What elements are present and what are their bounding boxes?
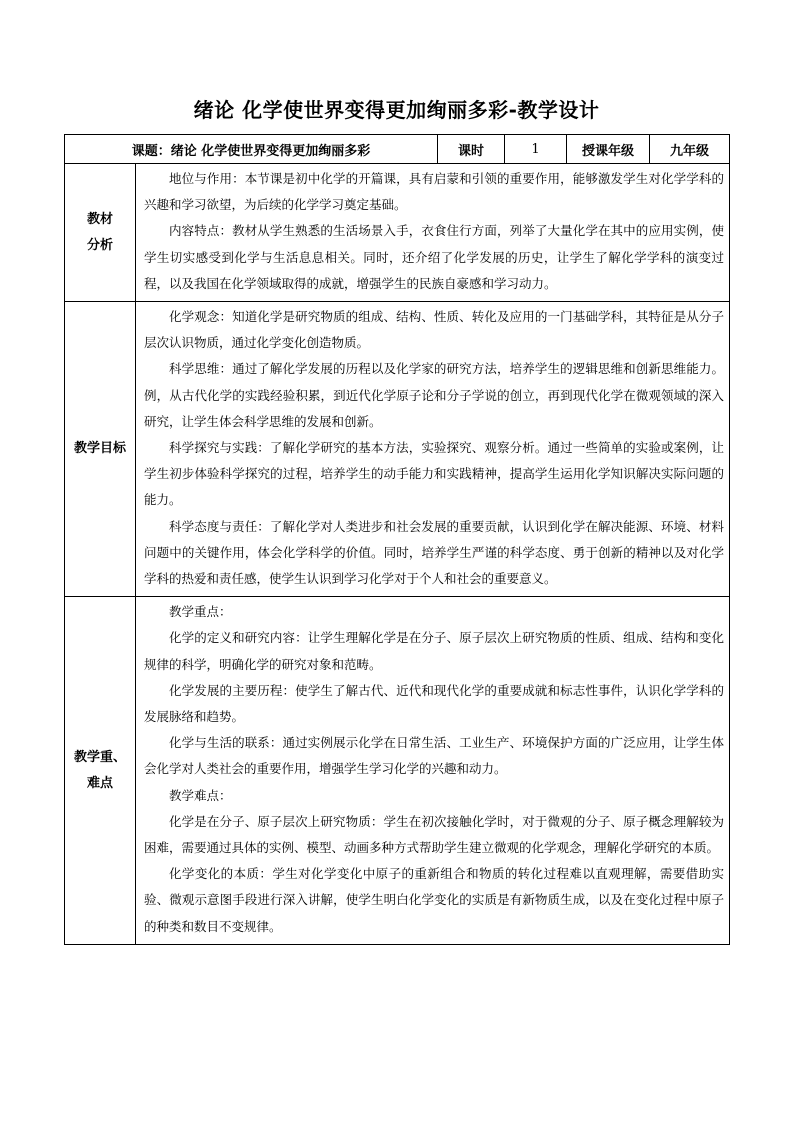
- section-content-key-points: [136, 597, 730, 945]
- lesson-plan-table: [64, 134, 730, 945]
- document-title: 绪论 化学使世界变得更加绚丽多彩-教学设计: [193, 98, 600, 122]
- paragraph: 化学的定义和研究内容：让学生理解化学是在分子、原子层次上研究物质的性质、组成、结构和变化规律的科学，明确化学的研究对象和范畴。: [144, 630, 724, 672]
- paragraph: 科学态度与责任：了解化学对人类进步和社会发展的重要贡献，认识到化学在解决能源、环境、材料问题中的关键作用，体会化学科学的价值。同时，培养学生严谨的科学态度、勇于创新的精神以及对化学学科的热爱和责任感，使学生认识到学习化学对于个人和社会的重要意义。: [144, 518, 724, 587]
- section-label-objectives: [65, 302, 136, 597]
- paragraph: 科学探究与实践：了解化学研究的基本方法，实验探究、观察分析。通过一些简单的实验或案例，让学生初步体验科学探究的过程，培养学生的动手能力和实践精神，提高学生运用化学知识解决实际问题的能力。: [144, 440, 724, 508]
- label-line: 教学目标: [73, 441, 126, 457]
- section-label-materials: [65, 164, 136, 302]
- paragraph: 教学重点：: [169, 604, 232, 620]
- label-line: 教学重、: [73, 749, 126, 765]
- paragraph: 化学观念：知道化学是研究物质的组成、结构、性质、转化及应用的一门基础学科，其特征是从分子层次认识物质，通过化学变化创造物质。: [144, 309, 724, 351]
- grade-label: 授课年级: [567, 135, 650, 164]
- header-row: [65, 135, 730, 164]
- label-line: 难点: [86, 775, 113, 791]
- grade-value: 九年级: [650, 135, 730, 164]
- hours-value: 1: [505, 135, 567, 164]
- paragraph: 科学思维：通过了解化学发展的历程以及化学家的研究方法，培养学生的逻辑思维和创新思维能力。例，从古代化学的实践经验积累，到近代化学原子论和分子学说的创立，再到现代化学在微观领域的深入研究，让学生体会科学思维的发展和创新。: [144, 361, 724, 429]
- paragraph: 内容特点：教材从学生熟悉的生活场景入手，衣食住行方面，列举了大量化学在其中的应用实例，使学生切实感受到化学与生活息息相关。同时，还介绍了化学发展的历史，让学生了解化学学科的演变过程，以及我国在化学领域取得的成就，增强学生的民族自豪感和学习动力。: [144, 223, 724, 291]
- section-content-objectives: [136, 302, 730, 597]
- paragraph: 化学与生活的联系：通过实例展示化学在日常生活、工业生产、环境保护方面的广泛应用，让学生体会化学对人类社会的重要作用，增强学生学习化学的兴趣和动力。: [144, 735, 724, 777]
- paragraph: 化学变化的本质：学生对化学变化中原子的重新组合和物质的转化过程难以直观理解，需要借助实验、微观示意图手段进行深入讲解，使学生明白化学变化的实质是有新物质生成，以及在变化过程中原子的种类和数目不变规律。: [144, 866, 724, 934]
- section-row-key-points: [65, 597, 730, 945]
- paragraph: 地位与作用：本节课是初中化学的开篇课，具有启蒙和引领的重要作用，能够激发学生对化学学科的兴趣和学习欲望，为后续的化学学习奠定基础。: [144, 171, 724, 213]
- paragraph: 化学发展的主要历程：使学生了解古代、近代和现代化学的重要成就和标志性事件，认识化学学科的发展脉络和趋势。: [144, 682, 724, 725]
- label-line: 分析: [86, 237, 113, 253]
- topic-cell: 课题：绪论 化学使世界变得更加绚丽多彩: [65, 135, 438, 164]
- section-row-objectives: [65, 302, 730, 597]
- paragraph: 教学难点：: [169, 787, 232, 803]
- hours-label: 课时: [438, 135, 505, 164]
- section-row-materials: [65, 164, 730, 302]
- section-content-materials: [136, 164, 730, 302]
- paragraph: 化学是在分子、原子层次上研究物质：学生在初次接触化学时，对于微观的分子、原子概念理解较为困难，需要通过具体的实例、模型、动画多种方式帮助学生建立微观的化学观念，理解化学研究的本质。: [144, 813, 724, 856]
- section-label-key-points: [65, 597, 136, 945]
- label-line: 教材: [86, 211, 113, 227]
